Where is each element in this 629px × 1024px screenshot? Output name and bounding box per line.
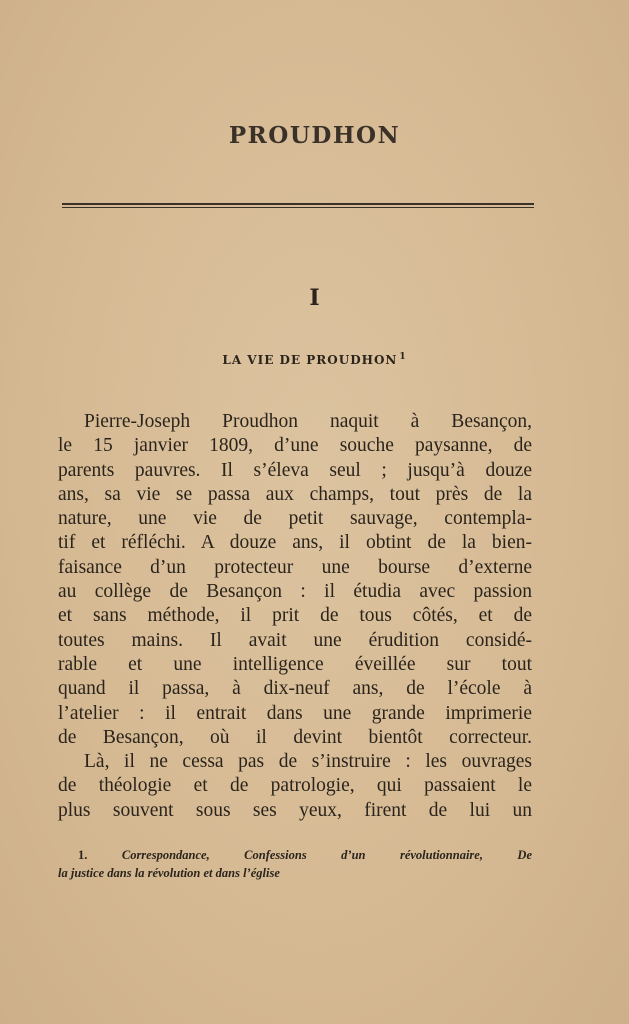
running-head: PROUDHON [228, 122, 401, 149]
body-line: toutes mains. Il avait une érudition considé- [58, 629, 532, 651]
body-line: Là, il ne cessa pas de s’instruire : les ouvrages [84, 751, 532, 773]
header-rule-thin [62, 207, 534, 208]
chapter-number: I [309, 285, 320, 311]
body-text [58, 410, 532, 823]
body-line: le 15 janvier 1809, d’une souche paysanne, de [58, 435, 532, 457]
body-line: de Besançon, où il devint bientôt correcteur. [58, 726, 532, 748]
body-line: de théologie et de patrologie, qui passaient le [58, 775, 532, 797]
body-line: parents pauvres. Il s’éleva seul ; jusqu’à douze [58, 459, 532, 481]
footnote [58, 846, 532, 882]
body-line: Pierre-Joseph Proudhon naquit à Besançon, [84, 411, 532, 432]
chapter-title [0, 352, 629, 367]
footnote-line-1 [58, 846, 532, 864]
body-line: tif et réfléchi. A douze ans, il obtint de la bien- [58, 532, 532, 554]
body-line: au collège de Besançon : il étudia avec passion [58, 581, 532, 603]
footnote-reference: 1 [399, 352, 407, 362]
footnote-number: 1. [78, 848, 88, 862]
body-line: plus souvent sous ses yeux, firent de lui un [58, 799, 532, 821]
body-line: rable et une intelligence éveillée sur tout [58, 653, 532, 675]
body-line: l’atelier : il entrait dans une grande imprimerie [58, 702, 532, 724]
body-line: faisance d’un protecteur une bourse d’externe [58, 556, 532, 578]
footnote-line-2: la justice dans la révolution et dans l’église [58, 866, 280, 880]
body-line: nature, une vie de petit sauvage, contempla- [58, 508, 532, 530]
body-line: quand il passa, à dix-neuf ans, de l’école à [58, 678, 532, 700]
footnote-text-1: Correspondance, Confessions d’un révolutionnaire, De [121, 848, 533, 862]
body-line: ans, sa vie se passa aux champs, tout près de la [58, 483, 532, 505]
header-rule-thick [62, 203, 534, 205]
body-line: et sans méthode, il prit de tous côtés, et de [58, 605, 532, 627]
chapter-title-text: LA VIE DE PROUDHON [222, 353, 398, 367]
